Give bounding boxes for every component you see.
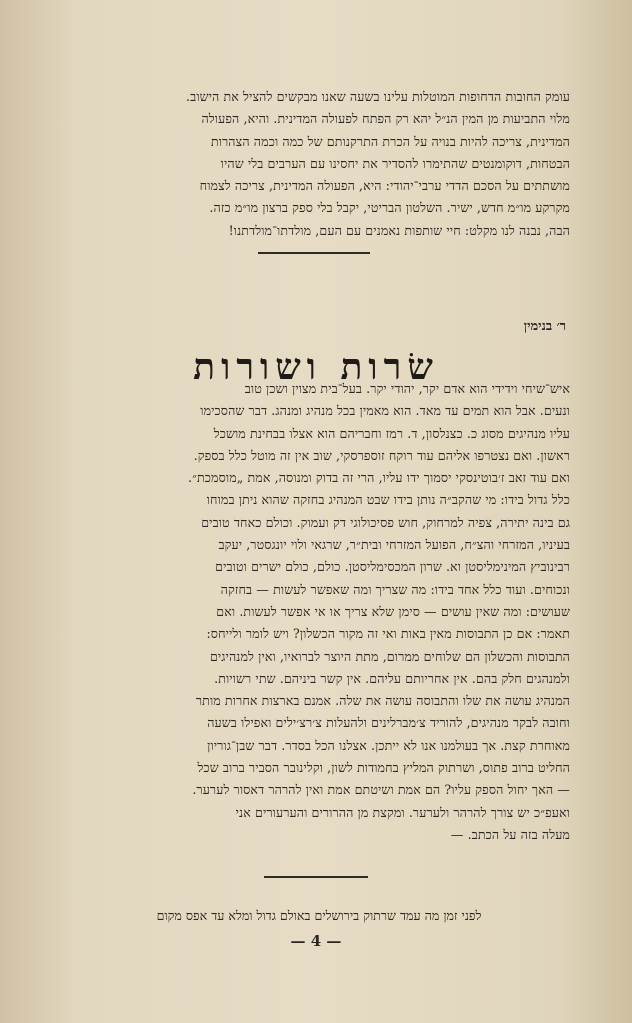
text-line: עומק החובות הדחופות המוטלות עלינו בשעה שאנו מבקשים להציל את הישוב. — [186, 89, 570, 104]
text-line: ונכוחים. ועוד כלל אחד בידו: מה שצריך ומה שאפשר לעשות — בחזקה — [220, 581, 570, 597]
text-line: התבוסות והכשלון הם שלוחים ממרום, מתת היוצר לברואיו, ואין למנהיגים — [209, 648, 570, 664]
text-line: הבטחות, דוקומנטים שהתימרו להסדיר את יחסינו עם הערבים בלי שהיו — [220, 155, 570, 171]
text-line: ולמנהגים חלק בהם. אין אחריותם עליהם. אין קשר ביניהם. שתי רשויות. — [214, 670, 570, 686]
top-paragraph — [60, 86, 570, 242]
text-line: המדינית, צריכה להיות בנויה על הכרת התרקנותם של כמה וכמה הצהרות — [210, 133, 570, 149]
text-line: כלל גדול בידו: מי שהקב״ה נותן בידו שבט המנהיג בחזקה שהוא ניתן במוחו — [206, 492, 570, 508]
continuation-line: לפני זמן מה עמד שרתוק בירושלים באולם גדול ומלא עד אפס מקום — [156, 908, 482, 923]
text-line: וחובה לבקר מנהיגים, להוריד צ׳מברלינים ולהעלות צ׳רצ׳ילים ואפילו בשעה — [207, 715, 570, 731]
text-line: עליו מנהיגים מסוג כ. כצנלסון, ד. רמז וחבריהם הוא אצלו בבחינת מושכל — [213, 425, 570, 441]
article-body — [60, 378, 570, 846]
text-line: איש־שיחי וידידי הוא אדם יקר, יהודי יקר. בעל־בית מצוין ושכן טוב — [244, 381, 570, 396]
text-line: מושתתים על הסכם הדדי ערבי־יהודי: היא, הפעולה המדינית, צריכה לצמוח — [199, 178, 570, 194]
article-title: שׂרות ושורות — [193, 346, 439, 388]
text-line: החליט ברוב פתוס, ושרתוק המליץ בחמודות לשון, וקלינובר הסביר ברוב שכל — [197, 760, 570, 776]
text-line: רבינוביץ המינימליסטן וא. שרון המכסימליסטן. כולם, כולם ישרים וטובים — [215, 559, 570, 575]
text-line: ונעים. אבל הוא תמים עד מאד. הוא מאמין בכל מנהיג ומנהג. דבר שהסכימו — [200, 403, 570, 419]
text-line: שעושים: ומה שאין עושים — סימן שלא צריך או אי אפשר לעשות. ואם — [216, 603, 570, 619]
text-line: ואם עוד זאב ז׳בוטינסקי יסמוך ידו עליו, הרי זה בדוק ומנוסה, אמת „מוסמכת״. — [188, 470, 570, 486]
author-name: ר׳ בנימין — [523, 319, 566, 334]
text-line: תאמר: אם כן התבוסות מאין באות ואי זה מקור הכשלון? ויש לומר ולייחס: — [206, 626, 570, 642]
footer-divider — [264, 876, 368, 878]
text-line: מאוחרת קצת. אך בעולמנו אנו לא ייתכן. אצלנו הכל בסדר. דבר שבן־גוריון — [207, 737, 570, 753]
section-divider — [258, 252, 370, 254]
text-line: ואעפ״כ יש צורך להרהר ולערער. ומקצת מן ההרורים והערעורים אני — [235, 804, 570, 820]
text-line: ראשון. ואם נצטרפו אליהם עוד רוקח זוספרסקי, שוב אין זה מוטל כלל בספק. — [193, 447, 570, 463]
text-line: מקרקע מו״מ חדש, ישיר. השלטון הבריטי, יקבל בלי ספק ברצון מו״מ כזה. — [209, 200, 570, 216]
page-number: — 4 — — [290, 932, 342, 950]
text-line: מלוי התביעות מן המין הנ״ל יהא רק הפתח לפעולה המדינית. והיא, הפעולה — [201, 111, 570, 127]
text-line: בעיניו, המזרחי והצ״ח, הפועל המזרחי ובית״ר, שרגאי ולוי יונגסטר, יעקב — [218, 537, 570, 553]
text-line: המנהיג עושה את שלו והתבוסה עושה את שלה. אמנם בארצות אחרות מותר — [195, 693, 570, 709]
text-line: גם בינה יתירה, צפיה למרחוק, חוש פסיכולוגי דק ועמוק. וכולם כאחד טובים — [201, 514, 570, 530]
text-line: הבה, נבנה לנו מקלט: חיי שותפות נאמנים עם העם, מולדתו־מולדתנו! — [228, 222, 570, 238]
text-line: — האך יחול הספק עליו? הם אמת ושיטתם אמת ואין להרהר דאסור לערער. — [192, 782, 570, 798]
text-line: מעלה בזה על הכתב. — — [450, 826, 570, 842]
